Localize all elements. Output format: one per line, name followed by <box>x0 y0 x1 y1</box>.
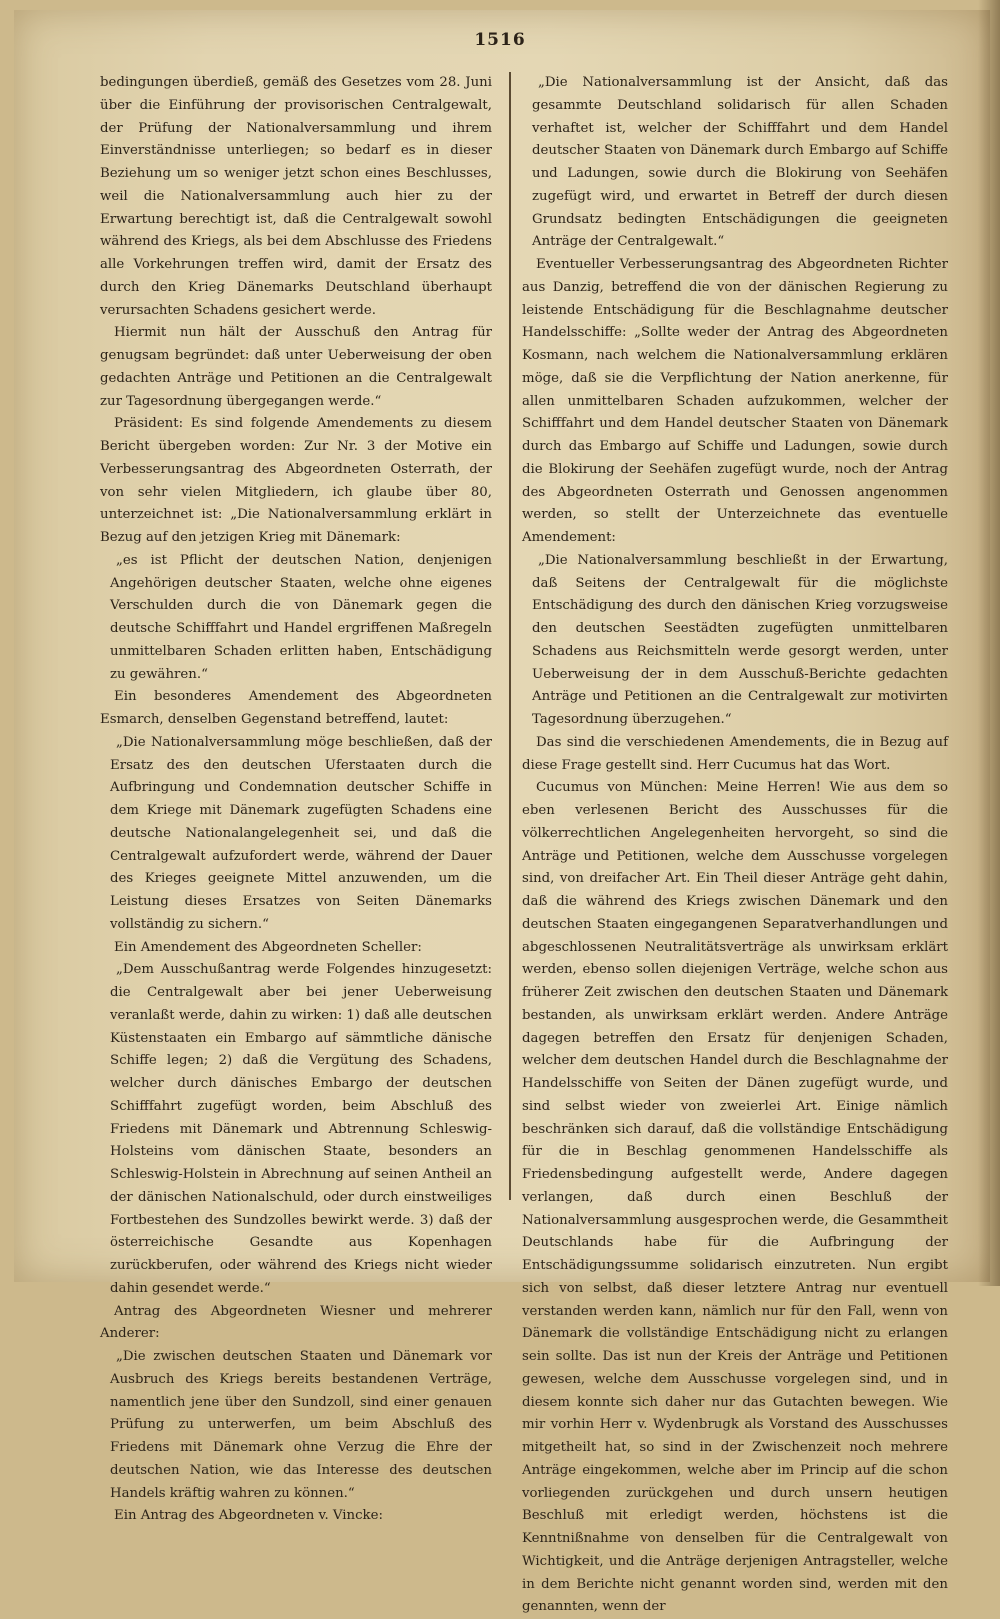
paragraph: Eventueller Verbesserungsantrag des Abgeordneten Richter aus Danzig, betreffend die von der dänischen Regierung zu leistende Entschädigung für die Beschlagnahme deutscher Handelsschiffe: „Sollte weder der Antrag des Abgeordneten Kosmann, nach welchem die Nationalversammlung erklären möge, daß sie die Verpflichtung der Nation anerkenne, für allen unmittelbaren Schaden aufzukommen, welcher der Schifffahrt und dem Handel deutscher Staaten von Dänemark durch das Embargo auf Schiffe und Ladungen, sowie durch die Blokirung der Seehäfen zugefügt wurde, noch der Antrag des Abgeordneten Osterrath und Genossen angenommen werden, so stellt der Unterzeichnete das eventuelle Amendement: <box>522 257 948 545</box>
paragraph: Antrag des Abgeordneten Wiesner und mehrerer Anderer: <box>100 1303 492 1342</box>
paragraph: Ein Antrag des Abgeordneten v. Vincke: <box>114 1508 383 1524</box>
paragraph: Präsident: Es sind folgende Amendements zu diesem Bericht übergeben worden: Zur Nr. 3 der Motive ein Verbesserungsantrag des Abgeordneten Osterrath, der von sehr vielen Mitgliedern, ich glaube über 80, unterzeichnet ist: „Die Nationalversammlung erklärt in Bezug auf den jetzigen Krieg mit Dänemark: <box>100 416 492 545</box>
paragraph: Cucumus von München: Meine Herren! Wie aus dem so eben verlesenen Bericht des Ausschusses für die völkerrechtlichen Angelegenheiten hervorgeht, so sind die Anträge und Petitionen, welche dem Ausschusse vorgelegen sind, von dreifacher Art. Ein Theil dieser Anträge geht dahin, daß die während des Kriegs zwischen Dänemark und den deutschen Staaten eingegangenen Separatverhandlungen und abgeschlossenen Neutralitätsverträge als unwirksam erklärt werden, ebenso sollen diejenigen Verträge, welche schon aus früherer Zeit zwischen den deutschen Staaten und Dänemark bestanden, als unwirksam erklärt werden. Andere Anträge dagegen betreffen den Ersatz für denjenigen Schaden, welcher dem deutschen Handel durch die Beschlagnahme der Handelsschiffe von Seiten der Dänen zugefügt wurde, und sind selbst wieder von zweierlei Art. Einige nämlich beschränken sich darauf, daß die vollständige Entschädigung für die in Beschlag genommenen Handelsschiffe als Friedensbedingung aufgestellt werde, Andere dagegen verlangen, daß durch einen Beschluß der Nationalversammlung ausgesprochen werde, die Gesammtheit Deutschlands habe für die Aufbringung der Entschädigungssumme solidarisch einzutreten. Nun ergibt sich von selbst, daß dieser letztere Antrag nur eventuell verstanden werden kann, nämlich nur für den Fall, wenn von Dänemark die vollständige Entschädigung nicht zu erlangen sein sollte. Das ist nun der Kreis der Anträge und Petitionen gewesen, welche dem Ausschusse vorgelegen sind, und in diesem konnte sich daher nur das Gutachten bewegen. Wie mir vorhin Herr v. Wydenbrugk als Vorstand des Ausschusses mitgetheilt hat, so sind in der Zwischenzeit noch mehrere Anträge eingekommen, welche aber im Princip auf die schon vorliegenden zurückgehen und durch unsern heutigen Beschluß mit erledigt werden, höchstens ist die Kenntnißnahme von denselben für die Centralgewalt von Wichtigkeit, und die Anträge derjenigen Antragsteller, welche in dem Berichte nicht genannt worden sind, werden mit den genannten, wenn der <box>522 780 948 1615</box>
paragraph: Das sind die verschiedenen Amendements, die in Bezug auf diese Frage gestellt sind. Herr Cucumus hat das Wort. <box>522 734 948 773</box>
quoted-amendment: „es ist Pflicht der deutschen Nation, denjenigen Angehörigen deutscher Staaten, welche ohne eigenes Verschulden durch die von Dänemark gegen die deutsche Schifffahrt und Handel ergriffenen Maßregeln unmittelbaren Schaden erlitten haben, Entschädigung zu gewähren.“ <box>110 552 492 682</box>
paragraph: bedingungen überdieß, gemäß des Gesetzes vom 28. Juni über die Einführung der provisorischen Centralgewalt, der Prüfung der Nationalversammlung und ihrem Einverständnisse unterliegen; so bedarf es in dieser Beziehung um so weniger jetzt schon eines Beschlusses, weil die Nationalversammlung auch hier zu der Erwartung berechtigt ist, daß die Centralgewalt sowohl während des Kriegs, als bei dem Abschlusse des Friedens alle Vorkehrungen treffen wird, damit der Ersatz des durch den Krieg Dänemarks Deutschland überhaupt verursachten Schadens gesichert werde. <box>100 75 492 318</box>
paragraph: Ein Amendement des Abgeordneten Scheller: <box>114 939 422 955</box>
right-column <box>522 72 948 1619</box>
column-divider <box>509 72 511 1200</box>
paragraph: Ein besonderes Amendement des Abgeordneten Esmarch, denselben Gegenstand betreffend, lautet: <box>100 689 492 727</box>
page-edge-shadow <box>978 0 1000 1286</box>
quoted-amendment: „Die Nationalversammlung ist der Ansicht, daß das gesammte Deutschland solidarisch für allen Schaden verhaftet ist, welcher der Schifffahrt und dem Handel deutscher Staaten von Dänemark durch Embargo auf Schiffe und Ladungen, sowie durch die Blokirung von Seehäfen zugefügt wird, und erwartet in Betreff der durch diesen Grundsatz bedingten Entschädigungen die geeigneten Anträge der Centralgewalt.“ <box>532 75 948 250</box>
quoted-amendment: „Die zwischen deutschen Staaten und Dänemark vor Ausbruch des Kriegs bereits bestandenen Verträge, namentlich jene über den Sundzoll, sind einer genauen Prüfung zu unterwerfen, um beim Abschluß des Friedens mit Dänemark ohne Verzug die Ehre der deutschen Nation, wie das Interesse des deutschen Handels kräftig wahren zu können.“ <box>110 1349 492 1501</box>
quoted-amendment: „Die Nationalversammlung möge beschließen, daß der Ersatz des den deutschen Uferstaaten durch die Aufbringung und Condemnation deutscher Schiffe in dem Kriege mit Dänemark zugefügten Schadens eine deutsche Nationalangelegenheit sei, und daß die Centralgewalt aufzufordert werde, während der Dauer des Krieges geeignete Mittel anzuwenden, um die Leistung dieses Ersatzes von Seiten Dänemarks vollständig zu sichern.“ <box>110 734 492 932</box>
quoted-amendment: „Die Nationalversammlung beschließt in der Erwartung, daß Seitens der Centralgewalt für die möglichste Entschädigung des durch den dänischen Krieg vorzugsweise den deutschen Seestädten zugefügten unmittelbaren Schadens aus Reichsmitteln werde gesorgt werden, unter Ueberweisung der in dem Ausschuß-Berichte gedachten Anträge und Petitionen an die Centralgewalt zur motivirten Tagesordnung überzugehen.“ <box>532 552 948 727</box>
paragraph: Hiermit nun hält der Ausschuß den Antrag für genugsam begründet: daß unter Ueberweisung der oben gedachten Anträge und Petitionen an die Centralgewalt zur Tagesordnung übergegangen werde.“ <box>100 325 492 409</box>
left-column <box>100 72 492 1528</box>
quoted-amendment: „Dem Ausschußantrag werde Folgendes hinzugesetzt: die Centralgewalt aber bei jener Ueberweisung veranlaßt werde, dahin zu wirken: 1) daß alle deutschen Küstenstaaten ein Embargo auf sämmtliche dänische Schiffe legen; 2) daß die Vergütung des Schadens, welcher durch dänisches Embargo der deutschen Schifffahrt zugefügt worden, beim Abschluß des Friedens mit Dänemark und Abtrennung Schleswig-Holsteins vom dänischen Staate, besonders an Schleswig-Holstein in Abrechnung auf seinen Antheil an der dänischen Nationalschuld, oder durch einstweiliges Fortbestehen des Sundzolles bewirkt werde. 3) daß der österreichische Gesandte aus Kopenhagen zurückberufen, oder während des Kriegs nicht wieder dahin gesendet werde.“ <box>110 962 492 1296</box>
page-number: 1516 <box>474 30 526 50</box>
